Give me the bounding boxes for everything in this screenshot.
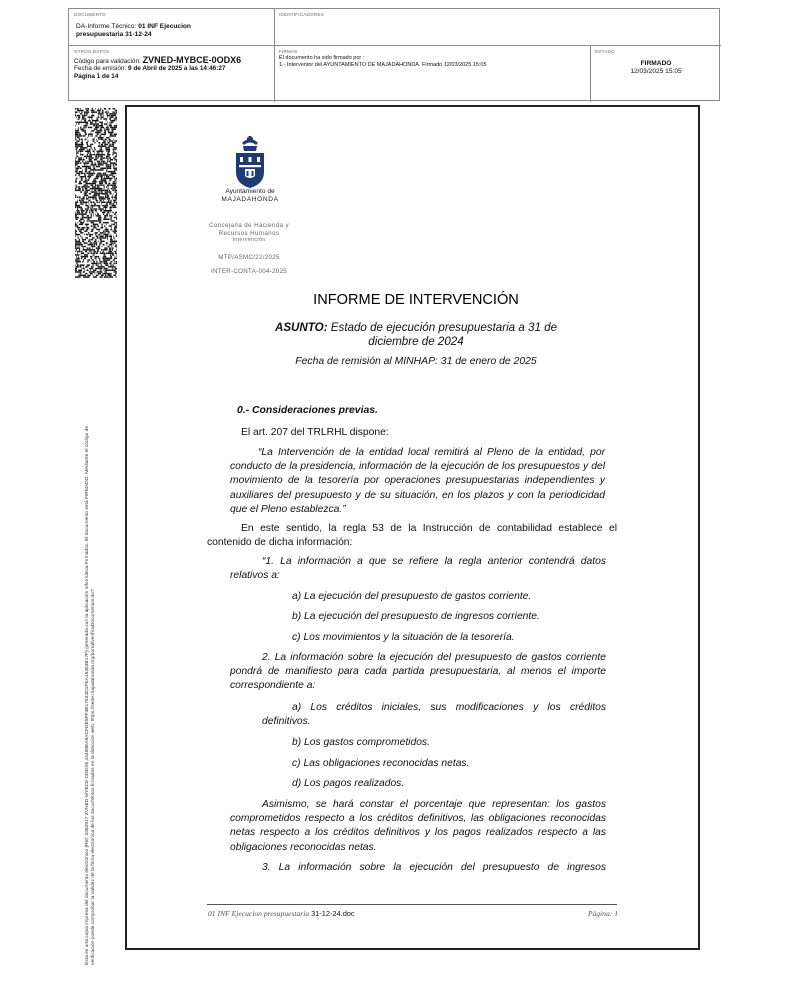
documento-cell	[69, 9, 275, 46]
department-name: Concejalía de Hacienda y Recursos Humanos Intervención	[208, 222, 290, 244]
quote-item-1a: a) La ejecución del presupuesto de gastos corriente.	[292, 591, 532, 602]
majadahonda-crest-icon	[228, 136, 272, 190]
quote-item-1b: b) La ejecución del presupuesto de ingresos corriente.	[292, 611, 540, 622]
validation-code-row: Código para validación: ZVNED-MYBCE-0ODX6	[74, 55, 242, 65]
quote-point-3: 3. La información sobre la ejecución del presupuesto de ingresos	[262, 862, 606, 873]
side-text-line-2: verificación puede comprobar la validez de la firma electrónica de los documentos firmados en la dirección web: https://sede.majadahonda.org/portal/verificaDocumentos.do?	[91, 589, 97, 965]
document-metadata-table	[68, 8, 720, 101]
firmas-line-2: 1.- Interventor del AYUNTAMIENTO DE MAJADAHONDA. Firmado 12/03/2025 15:05	[279, 62, 487, 68]
section-heading: 0.- Consideraciones previas.	[237, 405, 378, 416]
estado-cell	[591, 46, 721, 102]
report-subject: ASUNTO: Estado de ejecución presupuestaria a 31 de diciembre de 2024	[274, 321, 558, 348]
remission-date: Fecha de remisión al MINHAP: 31 de enero de 2025	[295, 356, 537, 367]
firmas-line-1: El documento ha sido firmado por :	[279, 55, 365, 61]
quote-item-2a: a) Los créditos iniciales, sus modificaciones y los créditos definitivos.	[262, 702, 606, 728]
quote-item-2d: d) Los pagos realizados.	[292, 778, 405, 789]
quote-item-2c: c) Las obligaciones reconocidas netas.	[292, 758, 470, 769]
estado-label: ESTADO	[595, 49, 615, 54]
reference-code-2: INTER-CONTA-004-2025	[210, 268, 288, 275]
firmas-label: FIRMAS	[279, 49, 298, 54]
quote-point-2: 2. La información sobre la ejecución del presupuesto de gastos corriente pondrá de manifiesto para cada partida presupuestaria, al menos el importe correspondiente a:	[230, 652, 606, 692]
report-title: INFORME DE INTERVENCIÓN	[313, 292, 519, 308]
reference-code-1: MTP/ASMC/22/2025	[218, 254, 280, 261]
footer-filename: 01 INF Ejecucion presupuestaria 31-12-24.doc	[208, 909, 355, 918]
identificadores-label: IDENTIFICADORES	[279, 12, 324, 17]
paragraph-intro: El art. 207 del TRLRHL dispone:	[241, 427, 389, 438]
estado-status: FIRMADO 12/03/2025 15:05	[630, 60, 682, 75]
emission-date-row: Fecha de emisión: 9 de Abril de 2025 a las 14:46:27	[74, 65, 226, 73]
page-count: Página 1 de 14	[74, 72, 119, 80]
ayuntamiento-name: Ayuntamiento de MAJADAHONDA	[221, 188, 279, 203]
otros-datos-cell	[69, 46, 275, 102]
validation-code: ZVNED-MYBCE-0ODX6	[142, 55, 242, 65]
paragraph-regla-53: En este sentido, la regla 53 de la Instrucción de contabilidad establece el contenido de dicha información:	[207, 523, 617, 549]
identificadores-cell	[275, 9, 721, 46]
footer-divider	[207, 904, 617, 905]
quote-art-207: “La Intervención de la entidad local remitirá al Pleno de la entidad, por conducto de la presidencia, información de la ejecución de los presupuestos y del movimiento de la tesorería por operaciones presupuestarias independientes y auxiliares del presupuesto y de su situación, en los plazos y con la periodicidad que el Pleno establezca.”	[230, 447, 605, 515]
otros-datos-label: OTROS DATOS	[74, 49, 110, 54]
footer-page-number: Página: 1	[587, 909, 618, 918]
quote-item-1c: c) Los movimientos y la situación de la tesorería.	[292, 632, 515, 643]
quote-asimismo: Asimismo, se hará constar el porcentaje que representan: los gastos comprometidos respecto a los créditos definitivos, las obligaciones reconocidas netas respecto a los créditos definitivos y los pagos realizados respecto a las obligaciones reconocidas netas.	[230, 799, 606, 853]
document-title: DA-Informe Técnico: 01 INF Ejecucion presupuestaria 31-12-24	[76, 23, 191, 38]
quote-point-1: “1. La información a que se refiere la regla anterior contendrá datos relativos a:	[230, 556, 606, 582]
barcode-image	[75, 108, 117, 278]
firmas-cell	[275, 46, 591, 102]
documento-label: DOCUMENTO	[74, 12, 106, 17]
side-text-line-1: Esta es una copia impresa del documento electrónico (Ref: 3462917 ZVNED-MYBCE-0ODX6 44459EA9ACFDE5FF3B17634D1FEA15453B17F) generada con la aplicación informática Firmadoc. El documento está FIRMADO. Mediante el código de	[85, 425, 90, 965]
quote-item-2b: b) Los gastos comprometidos.	[292, 737, 430, 748]
verification-side-text	[85, 295, 97, 965]
